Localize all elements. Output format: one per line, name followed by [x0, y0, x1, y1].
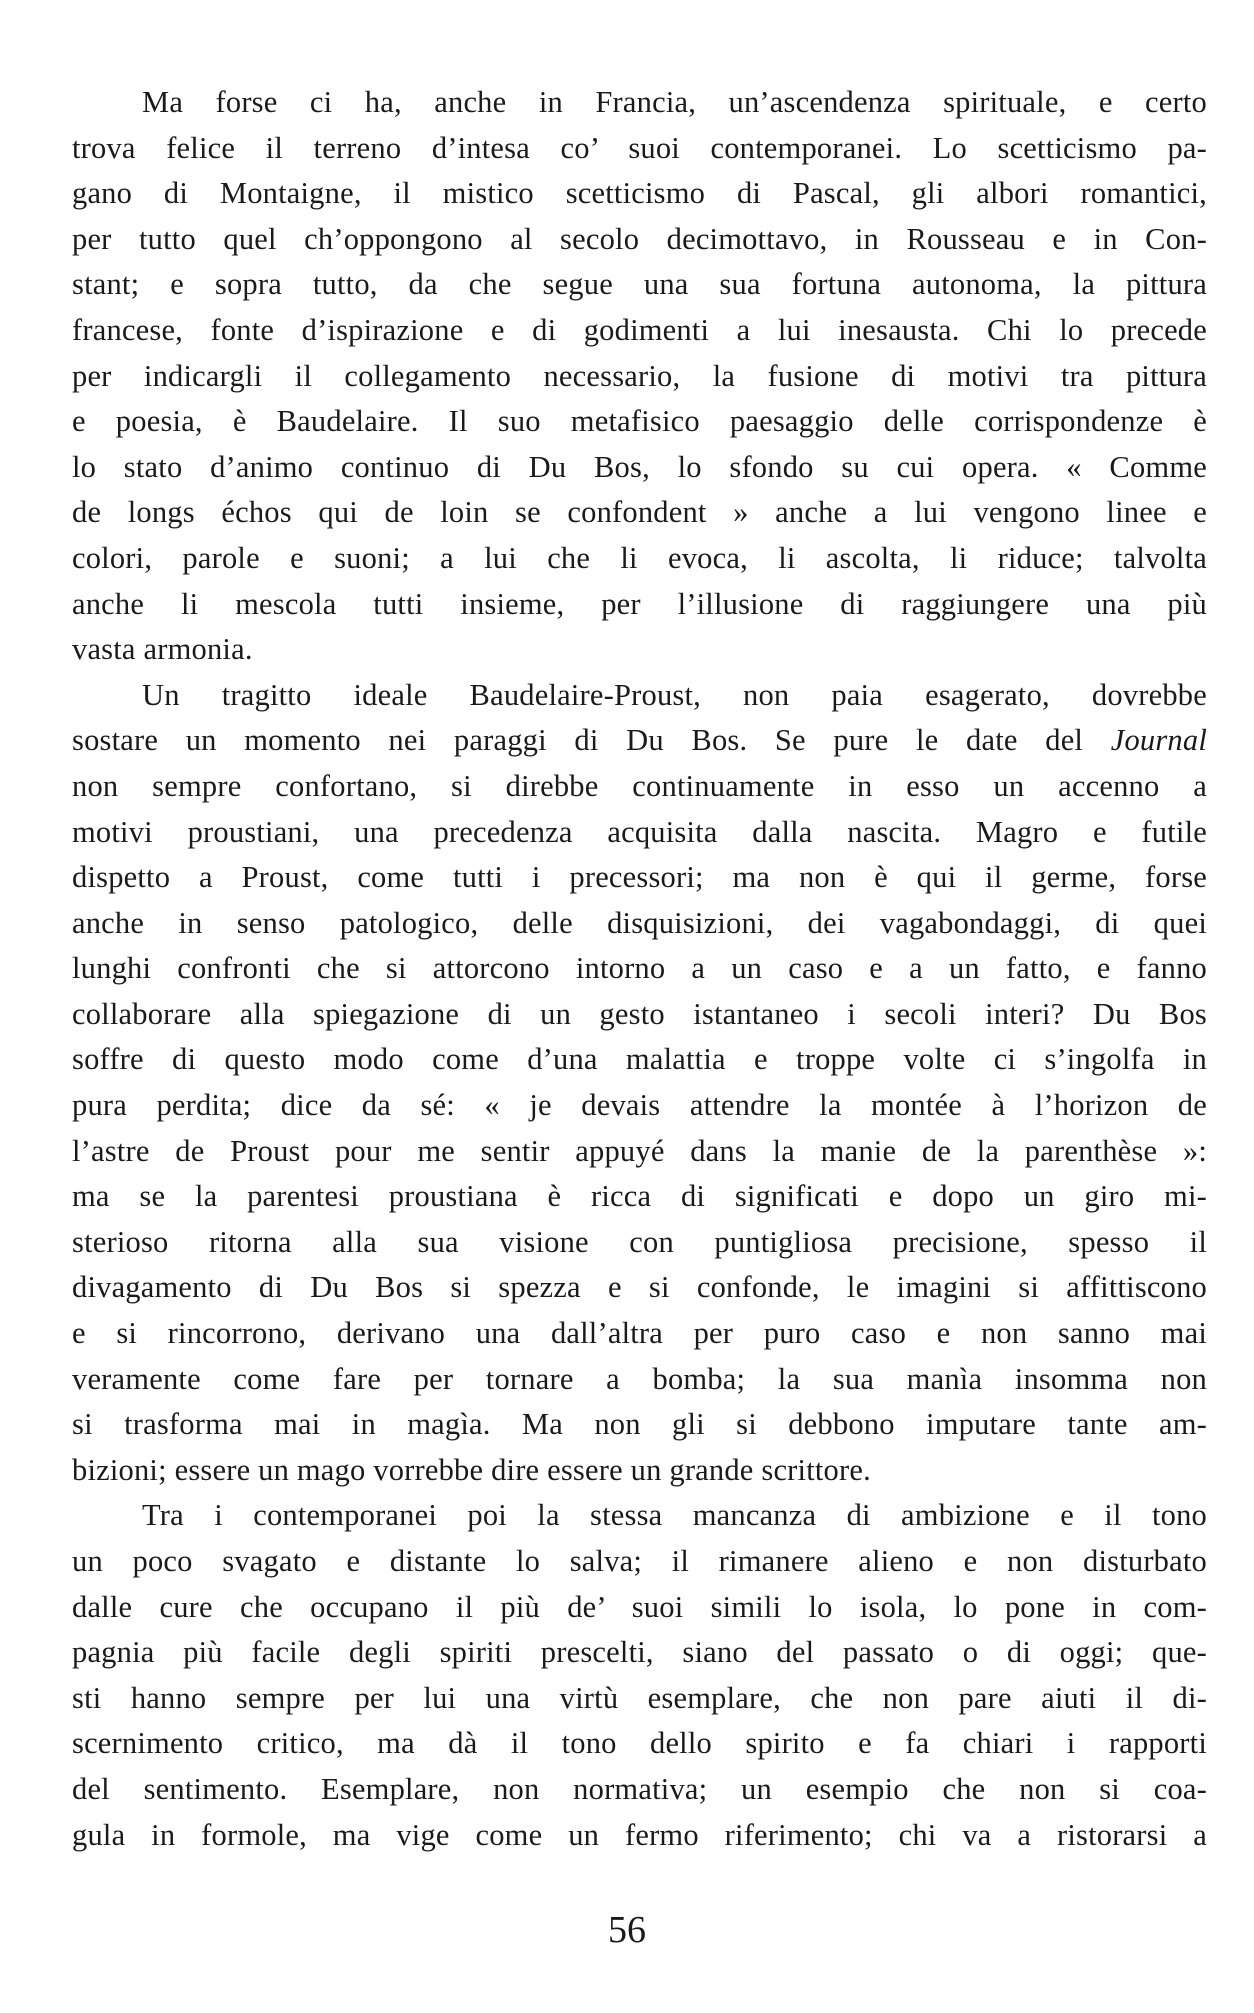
text-line: gano di Montaigne, il mistico scetticismo di Pascal, gli albori romantici,: [72, 176, 1207, 211]
text-line: per indicargli il collegamento necessario, la fusione di motivi tra pittura: [72, 358, 1207, 393]
text-line: trova felice il terreno d’intesa co’ suoi contemporanei. Lo scetticismo pa-: [72, 130, 1207, 165]
text-line: non sempre confortano, si direbbe continuamente in esso un accenno a: [72, 768, 1207, 803]
text-line: anche li mescola tutti insieme, per l’illusione di raggiungere una più: [72, 586, 1207, 621]
text-line: gula in formole, ma vige come un fermo riferimento; chi va a ristorarsi a: [72, 1817, 1207, 1852]
text-line: per tutto quel ch’oppongono al secolo decimottavo, in Rousseau e in Con-: [72, 221, 1207, 256]
text-line: anche in senso patologico, delle disquisizioni, dei vagabondaggi, di quei: [72, 905, 1207, 940]
text-line: motivi proustiani, una precedenza acquisita dalla nascita. Magro e futile: [72, 814, 1207, 849]
text-line: del sentimento. Esemplare, non normativa; un esempio che non si coa-: [72, 1771, 1207, 1806]
text-line: divagamento di Du Bos si spezza e si confonde, le imagini si affittiscono: [72, 1270, 1207, 1305]
text-line: e si rincorrono, derivano una dall’altra per puro caso e non sanno mai: [72, 1316, 1207, 1351]
text-line: soffre di questo modo come d’una malattia e troppe volte ci s’ingolfa in: [72, 1042, 1207, 1077]
text-line: vasta armonia.: [72, 632, 253, 667]
text-line: sterioso ritorna alla sua visione con puntigliosa precisione, spesso il: [72, 1224, 1207, 1259]
text-line: stant; e sopra tutto, da che segue una sua fortuna autonoma, la pittura: [72, 267, 1207, 302]
text-line: Tra i contemporanei poi la stessa mancanza di ambizione e il tono: [142, 1498, 1207, 1533]
text-line: lunghi confronti che si attorcono intorno a un caso e a un fatto, e fanno: [72, 951, 1207, 986]
journal-title: Journal: [1110, 723, 1207, 758]
text-line: pagnia più facile degli spiriti prescelti, siano del passato o di oggi; que-: [72, 1635, 1207, 1670]
text-line: colori, parole e suoni; a lui che li evoca, li ascolta, li riduce; talvolta: [72, 540, 1207, 575]
text-line: sti hanno sempre per lui una virtù esemplare, che non pare aiuti il di-: [72, 1680, 1207, 1715]
text-line: dalle cure che occupano il più de’ suoi simili lo isola, lo pone in com-: [72, 1589, 1207, 1624]
text-line: Un tragitto ideale Baudelaire-Proust, non paia esagerato, dovrebbe: [142, 677, 1207, 712]
body-text: [72, 80, 1207, 1858]
text-line: si trasforma mai in magìa. Ma non gli si debbono imputare tante am-: [72, 1407, 1207, 1442]
text-line: ma se la parentesi proustiana è ricca di significati e dopo un giro mi-: [72, 1179, 1207, 1214]
text-line: veramente come fare per tornare a bomba; la sua manìa insomma non: [72, 1361, 1207, 1396]
text-line: bizioni; essere un mago vorrebbe dire essere un grande scrittore.: [72, 1452, 871, 1487]
text-line: collaborare alla spiegazione di un gesto istantaneo i secoli interi? Du Bos: [72, 996, 1207, 1031]
text-line: de longs échos qui de loin se confondent » anche a lui vengono linee e: [72, 495, 1207, 530]
text-line: e poesia, è Baudelaire. Il suo metafisico paesaggio delle corrispondenze è: [72, 404, 1207, 439]
text-line: pura perdita; dice da sé: « je devais attendre la montée à l’horizon de: [72, 1088, 1207, 1123]
text-line: lo stato d’animo continuo di Du Bos, lo sfondo su cui opera. « Comme: [72, 449, 1207, 484]
text-line: Ma forse ci ha, anche in Francia, un’ascendenza spirituale, e certo: [142, 85, 1207, 119]
text-line: dispetto a Proust, come tutti i precessori; ma non è qui il germe, forse: [72, 860, 1207, 895]
text-line: sostare un momento nei paraggi di Du Bos. Se pure le date del Journal: [72, 723, 1207, 758]
text-line: francese, fonte d’ispirazione e di godimenti a lui inesausta. Chi lo precede: [72, 312, 1207, 347]
text-line: un poco svagato e distante lo salva; il rimanere alieno e non disturbato: [72, 1544, 1207, 1578]
page-number: 56: [608, 1909, 646, 1951]
text-line: scernimento critico, ma dà il tono dello spirito e fa chiari i rapporti: [72, 1726, 1207, 1761]
text-line: l’astre de Proust pour me sentir appuyé dans la manie de la parenthèse »:: [72, 1133, 1207, 1168]
